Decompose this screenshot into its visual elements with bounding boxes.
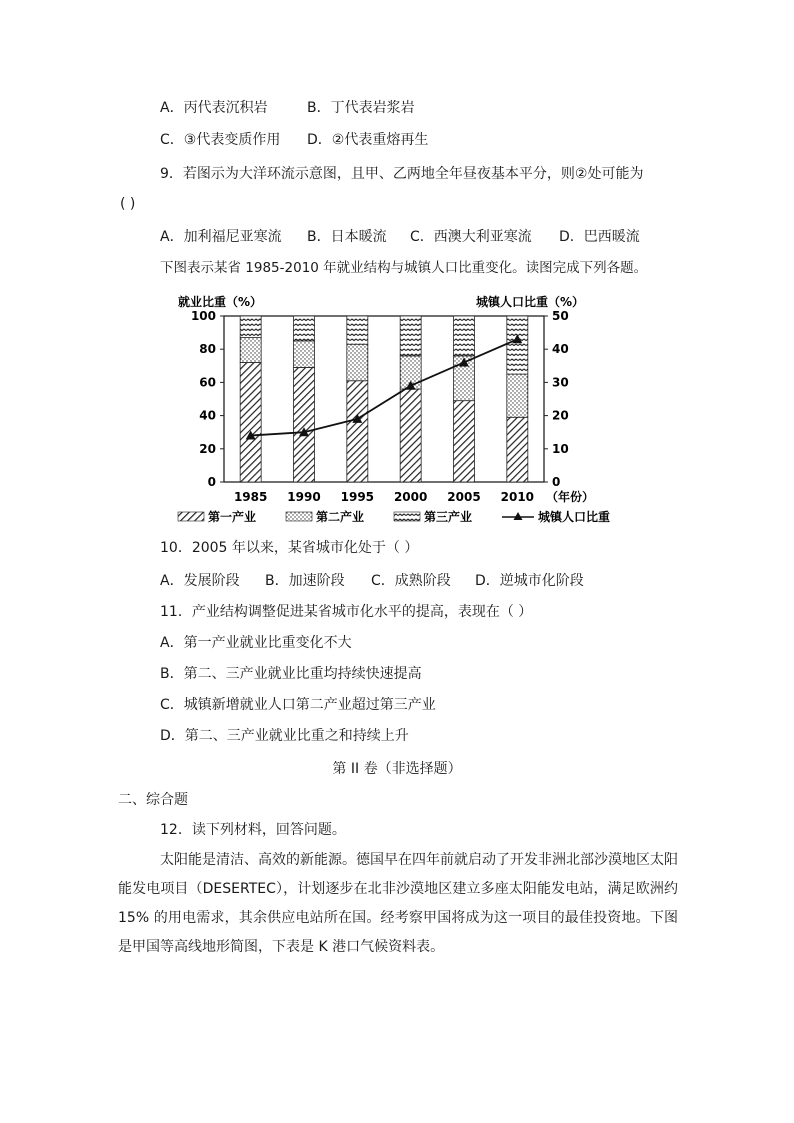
x-tick-label: 1990 <box>287 490 321 504</box>
bar-tertiary-1995 <box>347 316 368 344</box>
q10-option-b: B．加速阶段 <box>265 573 345 589</box>
q8-option-c: C．③代表变质作用 <box>160 132 281 148</box>
right-axis-title: 城镇人口比重（%） <box>476 295 585 309</box>
left-tick-label: 100 <box>190 309 216 323</box>
bar-secondary-1985 <box>240 338 261 363</box>
right-tick-label: 20 <box>552 408 569 423</box>
q11-option-a: A．第一产业就业比重变化不大 <box>160 635 352 651</box>
bar-primary-1985 <box>240 362 261 482</box>
legend-swatch-tertiary <box>394 512 420 521</box>
right-tick-label: 50 <box>552 309 569 323</box>
right-axis-ticks <box>544 309 569 489</box>
section2-heading: 二、综合题 <box>118 792 188 808</box>
bar-primary-2000 <box>400 389 421 482</box>
left-tick-label: 80 <box>199 342 216 357</box>
bar-tertiary-2000 <box>400 316 421 356</box>
right-tick-label: 0 <box>552 475 561 489</box>
legend-swatch-secondary <box>286 512 312 521</box>
employment-urbanization-chart <box>158 288 648 528</box>
right-tick-label: 40 <box>552 342 569 357</box>
x-axis-labels <box>234 490 534 504</box>
right-tick-label: 10 <box>552 441 569 456</box>
bar-tertiary-2010 <box>507 316 528 374</box>
q10-option-d: D．逆城市化阶段 <box>475 573 584 589</box>
legend-swatch-primary <box>178 512 204 521</box>
left-tick-label: 60 <box>199 375 216 390</box>
x-axis-suffix: （年份） <box>546 490 595 504</box>
bar-tertiary-2005 <box>454 316 475 356</box>
x-tick-label: 2005 <box>447 490 481 504</box>
legend-triangle-marker <box>514 512 523 520</box>
q9-option-c: C．西澳大利亚寒流 <box>410 229 532 245</box>
right-tick-label: 30 <box>552 375 569 390</box>
q12-paragraph: 太阳能是清洁、高效的新能源。德国早在四年前就启动了开发非洲北部沙漠地区太阳能发电项目（DESERTEC），计划逐步在北非沙漠地区建立多座太阳能发电站，满足欧洲约 15% 的用电需求，其余供应电站所在国。经考察甲国将成为这一项目的最佳投资地。下图是甲国等高线地形简图，下表是 K 港口气候资料表。 <box>118 852 678 955</box>
chart-intro: 下图表示某省 1985-2010 年就业结构与城镇人口比重变化。读图完成下列各题。 <box>160 260 648 276</box>
left-tick-label: 0 <box>207 475 216 489</box>
bar-primary-2005 <box>454 401 475 482</box>
chart-legend <box>178 509 610 524</box>
left-tick-label: 40 <box>199 408 216 423</box>
q9-option-b: B．日本暖流 <box>307 229 387 245</box>
q11-option-d: D．第二、三产业就业比重之和持续上升 <box>160 728 409 744</box>
q11-option-b: B．第二、三产业就业比重均持续快速提高 <box>160 666 422 682</box>
bar-secondary-1995 <box>347 344 368 381</box>
x-tick-label: 1985 <box>233 490 268 504</box>
stacked-bars <box>240 316 528 482</box>
bar-primary-2010 <box>507 417 528 482</box>
legend-label-primary: 第一产业 <box>208 510 257 524</box>
q9-stem: 9．若图示为大洋环流示意图，且甲、乙两地全年昼夜基本平分，则②处可能为 <box>160 166 644 182</box>
q8-option-d: D．②代表重熔再生 <box>307 132 429 148</box>
plot-frame <box>224 316 544 482</box>
bar-primary-1995 <box>347 381 368 482</box>
q10-stem: 10．2005 年以来，某省城市化处于（ ） <box>160 540 419 556</box>
bar-tertiary-1985 <box>240 316 261 338</box>
bar-secondary-2010 <box>507 374 528 417</box>
q10-option-a: A．发展阶段 <box>160 573 240 589</box>
bar-tertiary-1990 <box>294 316 315 341</box>
q11-stem: 11．产业结构调整促进某省城市化水平的提高，表现在（ ） <box>160 604 533 620</box>
bar-primary-1990 <box>294 367 315 482</box>
q10-option-c: C．成熟阶段 <box>371 573 451 589</box>
bar-secondary-1990 <box>294 341 315 368</box>
left-tick-label: 20 <box>199 441 216 456</box>
q8-option-b: B．丁代表岩浆岩 <box>307 100 415 116</box>
q9-option-a: A．加利福尼亚寒流 <box>160 229 282 245</box>
left-axis-title: 就业比重（%） <box>178 295 263 309</box>
legend-label-tertiary: 第三产业 <box>424 510 473 524</box>
q11-option-c: C．城镇新增就业人口第二产业超过第三产业 <box>160 697 436 713</box>
urban-population-line <box>246 334 523 439</box>
q9-option-d: D．巴西暖流 <box>559 229 640 245</box>
q12-stem: 12．读下列材料，回答问题。 <box>160 822 346 838</box>
legend-label-urban: 城镇人口比重 <box>538 510 611 524</box>
q8-option-a: A．丙代表沉积岩 <box>160 100 268 116</box>
x-tick-label: 2010 <box>500 490 535 504</box>
left-axis-ticks <box>191 309 224 489</box>
x-tick-label: 1995 <box>340 490 375 504</box>
q9-answer-paren: ( ) <box>120 196 136 212</box>
part2-title: 第 II 卷（非选择题） <box>332 761 462 777</box>
legend-label-secondary: 第二产业 <box>316 510 365 524</box>
urban-line-path <box>251 339 518 435</box>
x-tick-label: 2000 <box>393 490 428 504</box>
